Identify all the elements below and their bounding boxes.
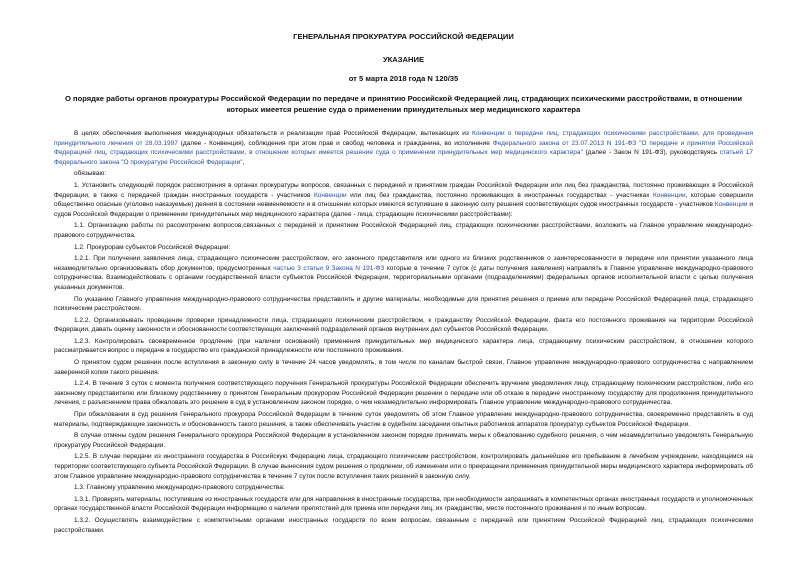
document-link[interactable]: Конвенции (314, 191, 347, 199)
document-link[interactable]: Конвенции (653, 191, 686, 199)
document-body (54, 129, 753, 535)
document-date-number: от 5 марта 2018 года N 120/35 (348, 74, 459, 83)
paragraph-text: 1.3.1. Проверять материалы, поступившие из иностранных государств или для направления в иностранные государства, при необходимости запрашивать в компетентных органах иностранных государств и уполномоченных органах государственной власти Российской Федерации информацию о наличии препятствий для приема или передачи лиц, их гражданстве, месте постоянного проживания и по иным вопросам. (54, 495, 753, 513)
paragraph-text: 1.2.5. В случае передачи из иностранного государства в Российскую Федерацию лица, страдающего психическим расстройством, контролировать дальнейшее его пребывание в лечебном учреждении, находящемся на территории соответствующего субъекта Российской Федерации. В случае вынесения судом решения о продлении, об изменении или о прекращении применения принудительной меры медицинского характера информировать об этом Главное управление международно-правового сотрудничества в течение 7 суток после вступления таких решений в законную силу. (54, 453, 753, 480)
document-title: О порядке работы органов прокуратуры Российской Федерации по передаче и принятию Российской Федерацией лиц, страдающих психическими расстройствами, в отношении которых имеется решение суда о применении принудительных мер медицинского характера (64, 94, 743, 114)
paragraph-text: и судов Российской Федерации о применении принудительных мер медицинского характера (далее - лица, страдающие психическими расстройствами): (54, 201, 753, 218)
paragraph (54, 254, 753, 292)
paragraph-text: В случае отмены судом решения Генерального прокурора Российской Федерации в установленном законом порядке принимать меры к обжалованию судебного решения, о чем незамедлительно уведомлять Генеральную прокуратуру Российской Федерации. (54, 432, 753, 449)
document-kind: УКАЗАНИЕ (382, 55, 425, 64)
paragraph-text: обязываю: (74, 170, 107, 178)
paragraph (54, 452, 753, 481)
paragraph (54, 516, 753, 535)
paragraph-text: 1.2.2. Организовывать проведение проверки принадлежности лица, страдающего психическим расстройством, к гражданству Российской Федерации, факта его постоянного проживания на территории Российской Федерации, давать оценку законности и обоснованности соответствующих заключений подразделений органов внутренних дел субъектов Российской Федерации. (54, 316, 753, 334)
paragraph-text: (далее - Закон N 191-ФЗ), руководствуясь (582, 149, 720, 157)
paragraph-text: При обжаловании в суд решения Генерального прокурора Российской Федерации в течение суток уведомлять об этом Главное управление международно-правового сотрудничества, своевременно представлять в суд материалы, подтверждающие законность и обоснованность такого решения, а также обеспечивать участие в судебном заседании опытных работников аппаратов прокуратур субъектов Российской Федерации. (54, 411, 753, 428)
paragraph (54, 483, 753, 493)
paragraph (54, 221, 753, 240)
paragraph (54, 169, 753, 179)
paragraph (54, 181, 753, 219)
paragraph (54, 495, 753, 514)
paragraph-text: , которые совершили общественно опасные (уголовно наказуемые) деяния в состоянии невменяемости и в отношении которых имеются вступившие в законную силу решения соответствующих судов иностранных государств - участников (54, 191, 754, 209)
paragraph (54, 431, 753, 450)
paragraph (54, 316, 753, 335)
paragraph-text: 1.2. Прокурорам субъектов Российской Федерации: (74, 243, 231, 251)
paragraph (54, 379, 753, 408)
paragraph-text: (далее - Конвенция), соблюдения при этом прав и свобод человека и гражданина, во исполнение (177, 139, 493, 147)
document-link[interactable]: Конвенции (714, 201, 748, 209)
paragraph-text: которые в течение 7 суток (с даты получения заявления) направлять в Главное управление международно-правового сотрудничества. Взаимодействовать с органами государственной власти субъектов Российской Федерации, территориальными органами (подразделениями) федеральных органов исполнительной власти с целью получения указанных документов. (54, 264, 754, 291)
issuing-organization: ГЕНЕРАЛЬНАЯ ПРОКУРАТУРА РОССИЙСКОЙ ФЕДЕРАЦИИ (293, 32, 514, 41)
document-link[interactable]: статьей 17 Федерального закона "О прокуратуре Российской Федерации" (54, 149, 753, 166)
paragraph-text: По указанию Главного управления международно-правового сотрудничества представлять и другие материалы, необходимые для принятия решения о приеме или передаче Российской Федерацией лица, страдающего психическим расстройством. (54, 295, 753, 313)
paragraph (54, 243, 753, 253)
document-link[interactable]: Конвенции о передаче лиц, страдающих психическими расстройствами, для проведения принудительного лечения от 28.03.1997 (54, 130, 753, 147)
paragraph-text: 1. Установить следующий порядок рассмотрения в органах прокуратуры вопросов, связанных с передачей и принятием граждан Российской Федерации или лиц без гражданства, постоянно проживающих в Российской Федерации, в также с передачей граждан иностранных государств - участников (54, 181, 753, 199)
document-link[interactable]: Федерального закона от 23.07.2013 N 191-ФЗ "О передаче и принятии Российской Федерацией лиц, страдающих психическими расстройствами, в отношении которых имеется решение суда о применении принудительных мер медицинского характера" (54, 139, 753, 157)
paragraph-text: 1.2.4. В течение 3 суток с момента получения соответствующего поручения Генеральной прокуратуры Российской Федерации обеспечить вручение уведомления лицу, страдающему психическим расстройством, либо его законному представителю или близкому родственнику о принятом Генеральным прокурором Российской Федерации решении о передаче или об отказе в передаче иностранному государству для продолжения принудительного лечения, с разъяснением права обжаловать это решение в суд в установленном законом порядке, о чем незамедлительно информировать Главное управление международно-правового сотрудничества. (54, 380, 753, 407)
paragraph (54, 129, 753, 167)
paragraph-text: 1.2.1. При получении заявления лица, страдающего психическим расстройством, его законного представителя или одного из близких родственников о заинтересованности в передаче или принятии указанного лица незамедлительно организовывать сбор документов, предусмотренных (54, 255, 753, 272)
paragraph (54, 410, 753, 429)
paragraph (54, 337, 753, 356)
document-link[interactable]: частью 3 статьи 9 Закона N 191-ФЗ (273, 264, 385, 272)
paragraph-text: 1.2.3. Контролировать своевременное продление (при наличии оснований) применения принудительных мер медицинского характера лица, страдающему психическим расстройством, в отношении которого рассматривается вопрос о передаче в государство его гражданской принадлежности или постоянного проживания. (54, 337, 753, 355)
paragraph-text: 1.3.2. Осуществлять взаимодействие с компетентными органами иностранных государств по всем вопросам, связанным с передачей или принятием Российской Федерацией лиц, страдающих психическими расстройствами. (54, 516, 753, 534)
paragraph-text: 1.1. Организацию работы по рассмотрению вопросов,связанных с передачей и принятием Российской Федерацией лиц, страдающих психическими расстройствами, возложить на Главное управление международно-правового сотрудничества. (54, 222, 753, 239)
paragraph-text: О принятом судом решении после вступления в законную силу в течение 24 часов уведомлять, в том числе по каналам быстрой связи, Главное управление международно-правового сотрудничества с направлением заверенной копии такого решения. (54, 359, 753, 376)
paragraph-text: или лиц без гражданства, постоянно проживающих в иностранных государствах - участниках (346, 191, 654, 199)
paragraph (54, 358, 753, 377)
paragraph (54, 295, 753, 314)
paragraph-text: В целях обеспечения выполнения международных обязательств и реализации прав Российской Федерации, вытекающих из (74, 130, 473, 137)
paragraph-text: 1.3. Главному управлению международно-правового сотрудничества: (74, 484, 285, 492)
paragraph-text: , (242, 158, 245, 166)
